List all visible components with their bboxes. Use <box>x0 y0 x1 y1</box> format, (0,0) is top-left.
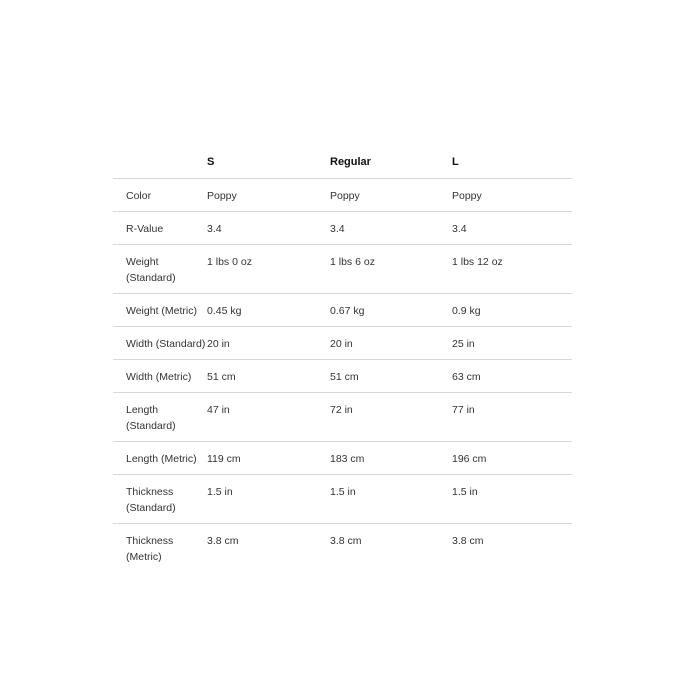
cell-value: 119 cm <box>207 442 330 475</box>
cell-value: 1 lbs 6 oz <box>330 245 452 294</box>
spec-table-header <box>113 145 572 179</box>
cell-value: 1.5 in <box>452 475 572 524</box>
header-corner <box>113 145 207 179</box>
cell-value: 0.9 kg <box>452 294 572 327</box>
cell-value: 51 cm <box>330 360 452 393</box>
cell-value: 72 in <box>330 393 452 442</box>
row-label: Weight (Standard) <box>113 245 207 294</box>
cell-value: 3.8 cm <box>452 535 484 547</box>
cell-value: 3.8 cm <box>207 535 239 547</box>
table-row <box>113 212 572 245</box>
cell-value: 183 cm <box>330 442 452 475</box>
cell-value: 3.8 cm <box>330 535 362 547</box>
cell-value: 1 lbs 0 oz <box>207 245 330 294</box>
cell-value: 63 cm <box>452 360 572 393</box>
cell-value: 0.67 kg <box>330 294 452 327</box>
spec-table-body <box>113 179 572 573</box>
cell-value: 25 in <box>452 327 572 360</box>
table-row <box>113 179 572 212</box>
row-label: Length (Metric) <box>113 442 207 475</box>
row-label: Length (Standard) <box>113 393 207 442</box>
cell-value: 3.4 <box>452 212 572 245</box>
header-size-s: S <box>207 145 330 179</box>
table-row <box>113 327 572 360</box>
cell-value: Poppy <box>330 179 452 212</box>
table-row <box>113 393 572 442</box>
cell-value: 1.5 in <box>330 475 452 524</box>
cell-value: 77 in <box>452 393 572 442</box>
cell-value: 1 lbs 12 oz <box>452 245 572 294</box>
table-row <box>113 294 572 327</box>
cell-value: 1.5 in <box>207 475 330 524</box>
cell-value: 3.4 <box>207 212 330 245</box>
cell-value: 20 in <box>330 327 452 360</box>
header-size-regular: Regular <box>330 145 452 179</box>
cell-value: Poppy <box>207 179 330 212</box>
header-size-l: L <box>452 145 572 179</box>
table-row <box>113 360 572 393</box>
row-label: Width (Metric) <box>113 360 207 393</box>
spec-table <box>113 145 572 572</box>
table-row <box>113 475 572 524</box>
table-row <box>113 524 572 573</box>
row-label: R-Value <box>113 212 207 245</box>
cell-value: Poppy <box>452 179 572 212</box>
cell-value: 20 in <box>207 327 330 360</box>
cell-value: 196 cm <box>452 442 572 475</box>
table-row <box>113 442 572 475</box>
cell-value: 3.4 <box>330 212 452 245</box>
cell-value: 47 in <box>207 393 330 442</box>
cell-value: 51 cm <box>207 360 330 393</box>
row-label: Thickness (Metric) <box>126 535 174 563</box>
table-row <box>113 245 572 294</box>
row-label: Width (Standard) <box>113 327 207 360</box>
header-row <box>113 145 572 179</box>
row-label: Weight (Metric) <box>113 294 207 327</box>
row-label: Color <box>113 179 207 212</box>
cell-value: 0.45 kg <box>207 294 330 327</box>
row-label: Thickness (Standard) <box>113 475 207 524</box>
